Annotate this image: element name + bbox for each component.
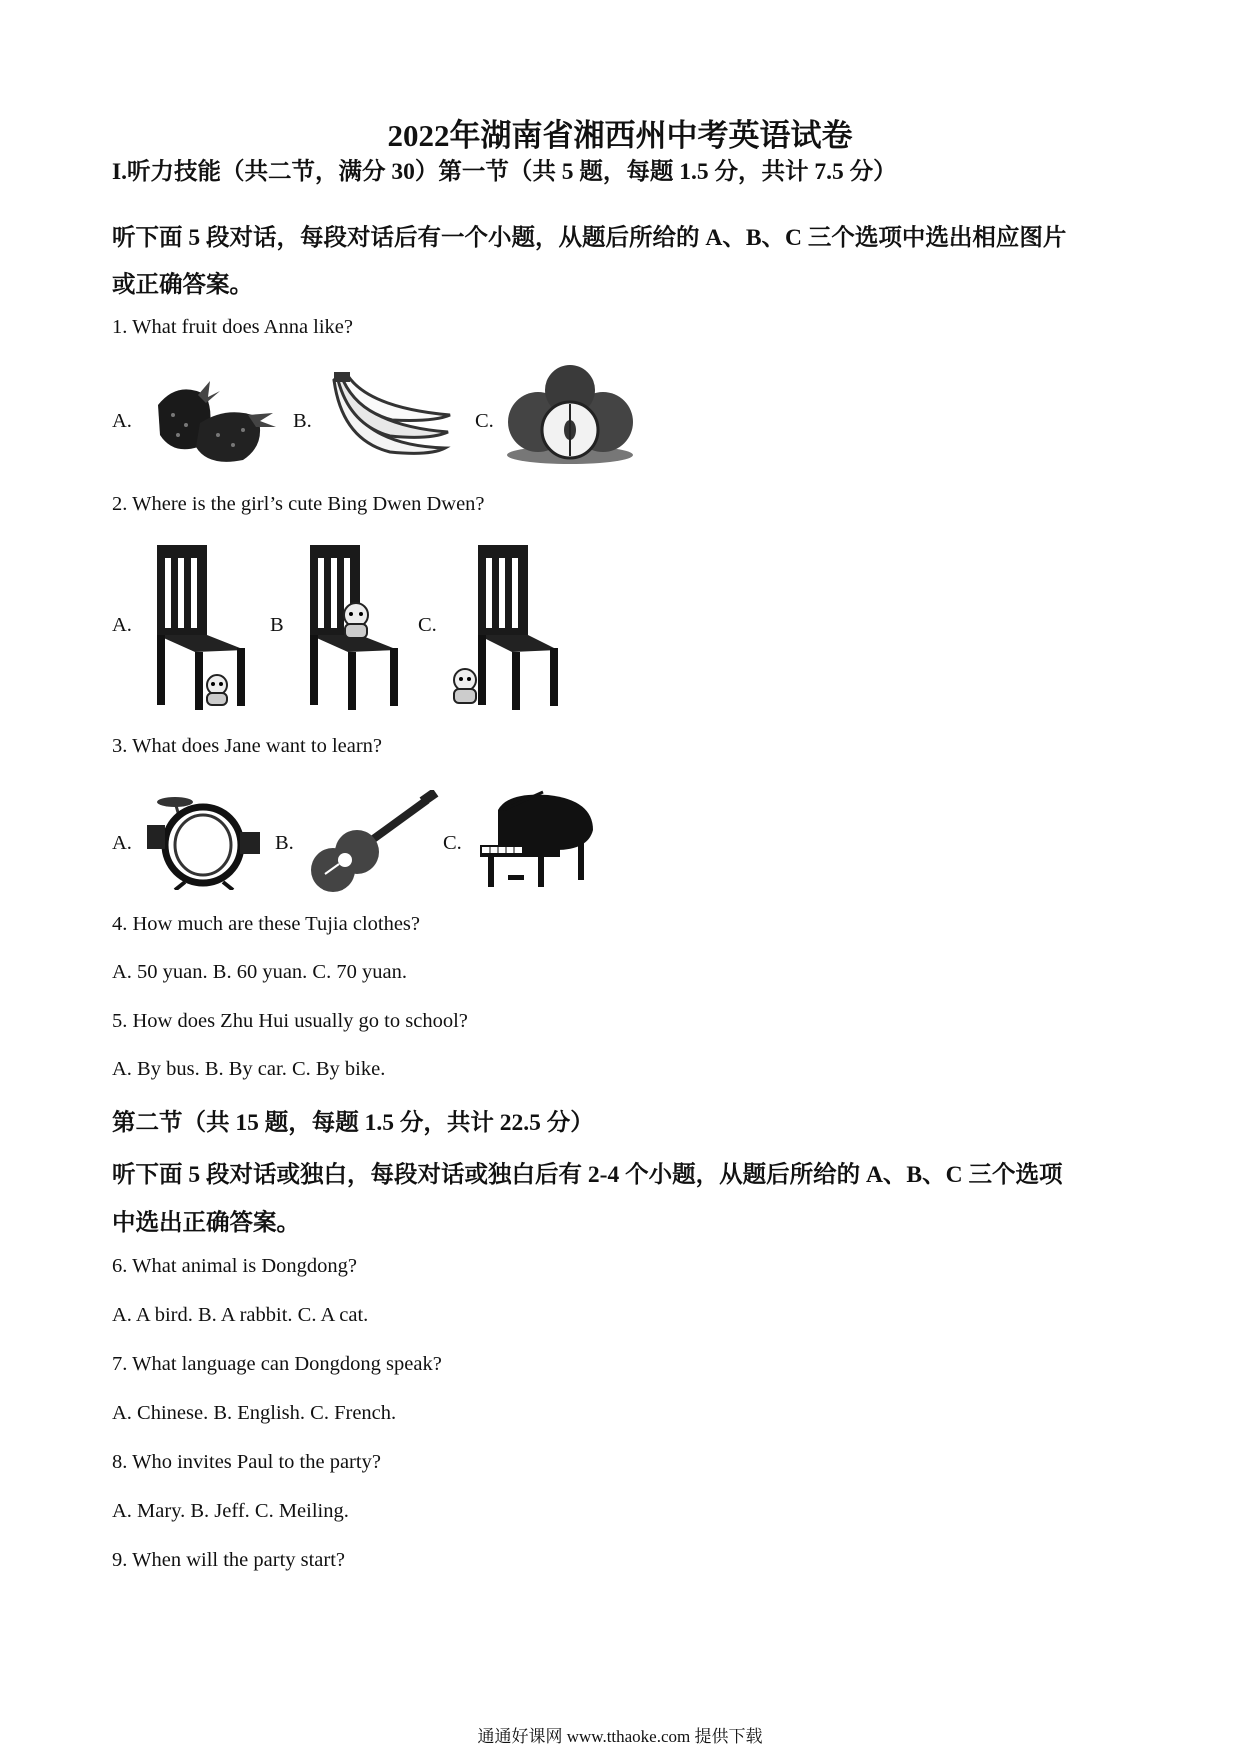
piano-icon: [478, 790, 598, 895]
part1-instruction-line2: 或正确答案。: [112, 272, 253, 298]
question-6: 6. What animal is Dongdong?: [112, 1255, 358, 1277]
banana-icon: [330, 370, 455, 470]
chair-with-toy-on-icon: [298, 540, 408, 715]
question-8: 8. Who invites Paul to the party?: [112, 1451, 381, 1473]
guitar-icon: [305, 790, 440, 900]
q3-option-b-label: B.: [275, 832, 294, 854]
part1-instruction-line1: 听下面 5 段对话，每段对话后有一个小题，从题后所给的 A、B、C 三个选项中选出相应图片: [112, 225, 1067, 251]
question-7-options: A. Chinese. B. English. C. French.: [112, 1402, 397, 1424]
question-4-options: A. 50 yuan. B. 60 yuan. C. 70 yuan.: [112, 961, 407, 983]
part2-instruction-line2: 中选出正确答案。: [112, 1210, 300, 1236]
q2-option-c-label: C.: [418, 614, 437, 636]
strawberry-icon: [148, 375, 280, 470]
q1-option-a-label: A.: [112, 410, 132, 432]
question-3: 3. What does Jane want to learn?: [112, 735, 383, 757]
q3-option-c-label: C.: [443, 832, 462, 854]
question-8-options: A. Mary. B. Jeff. C. Meiling.: [112, 1500, 349, 1522]
q3-option-a-label: A.: [112, 832, 132, 854]
question-4: 4. How much are these Tujia clothes?: [112, 913, 421, 935]
chair-with-toy-beside-icon: [450, 540, 560, 715]
q2-option-a-label: A.: [112, 614, 132, 636]
drum-icon: [145, 790, 265, 895]
part1-heading: I.听力技能（共二节，满分 30）第一节（共 5 题，每题 1.5 分，共计 7.5 分）: [112, 159, 897, 185]
part2-instruction-line1: 听下面 5 段对话或独白，每段对话或独白后有 2-4 个小题，从题后所给的 A、B、C 三个选项: [112, 1162, 1063, 1188]
question-5: 5. How does Zhu Hui usually go to school?: [112, 1010, 468, 1032]
question-5-options: A. By bus. B. By car. C. By bike.: [112, 1058, 386, 1080]
part2-heading: 第二节（共 15 题，每题 1.5 分，共计 22.5 分）: [112, 1110, 594, 1136]
question-9: 9. When will the party start?: [112, 1549, 346, 1571]
page-title: 2022年湖南省湘西州中考英语试卷: [387, 118, 853, 153]
q1-option-b-label: B.: [293, 410, 312, 432]
footer-source: 通通好课网 www.tthaoke.com 提供下载: [477, 1727, 763, 1746]
q2-option-b-label: B: [270, 614, 284, 636]
question-1: 1. What fruit does Anna like?: [112, 316, 354, 338]
apple-icon: [503, 360, 638, 470]
q1-option-c-label: C.: [475, 410, 494, 432]
question-6-options: A. A bird. B. A rabbit. C. A cat.: [112, 1304, 369, 1326]
question-7: 7. What language can Dongdong speak?: [112, 1353, 442, 1375]
question-2: 2. Where is the girl’s cute Bing Dwen Dwen?: [112, 493, 485, 515]
chair-with-toy-under-icon: [145, 540, 255, 715]
